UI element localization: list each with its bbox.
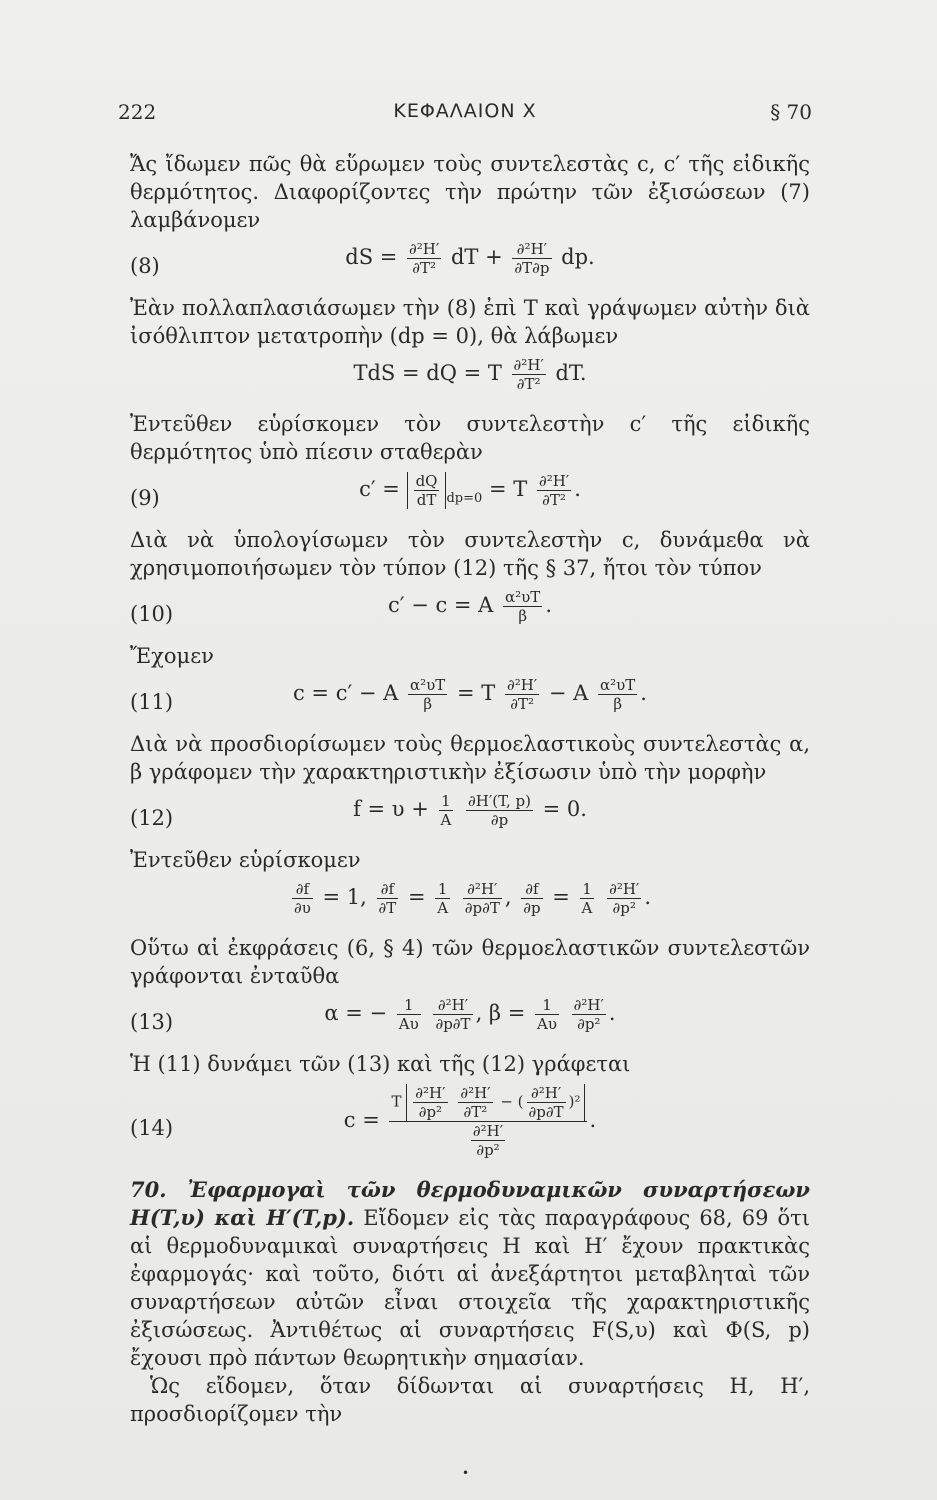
paragraph: Ἐὰν πολλαπλασιάσωμεν τὴν (8) ἐπὶ T καὶ γράψωμεν αὐτὴν διὰ ἰσόθλιπτον μετατροπὴν (dp = 0), θὰ λάβωμεν: [130, 296, 810, 348]
equation-body: c′ = $\frac{dQ}{dT}$ $_{dp=0}$ = T $\frac{\text{∂²H′}}{\text{∂T²}}$ .: [359, 472, 581, 509]
paragraph: Εἴδομεν εἰς τὰς παραγράφους 68, 69 ὅτι αἱ θερμοδυναμικαὶ συναρτήσεις H καὶ H′ ἔχουν πρακτικὰς ἐφαρμογάς· καὶ τοῦτο, διότι αἱ ἀνεξάρτητοι μεταβληταὶ τῶν συναρτήσεων αὐτῶν εἶναι στοιχεῖα τῆς χαρακτηριστικῆς ἐξισώσεως. Ἀντιθέτως αἱ συναρτήσεις F(S,υ) καὶ Φ(S, p) ἔχουσι πρὸ πάντων θεωρητικὴν σημασίαν.: [130, 1206, 810, 1370]
equation-body: dS = $\frac{\text{∂²H′}}{\text{∂T²}}$ dT + $\frac{\text{∂²H′}}{\partial T\partial p}$ dp.: [345, 240, 595, 277]
equation-13: [130, 996, 810, 1044]
page-number: 222: [118, 100, 157, 124]
equation-body: c = c′ − A $\frac{\text{α²υT}}{\beta}$ = T $\frac{\text{∂²H′}}{\text{∂T²}}$ − A $\frac{\text{α²υT}}{\beta}$ .: [293, 676, 647, 713]
equation-8: [130, 240, 810, 288]
running-header: [118, 100, 812, 130]
equation-derivatives: [130, 880, 810, 928]
paragraph: Διὰ νὰ προσδιορίσωμεν τοὺς θερμοελαστικοὺς συντελεστὰς α, β γράφομεν τὴν χαρακτηριστικὴν ἐξίσωσιν ὑπὸ τὴν μορφὴν: [130, 732, 810, 784]
page-mark: •: [462, 1466, 470, 1480]
equation-body: TdS = dQ = T $\frac{\text{∂²H′}}{\text{∂T²}}$ dT.: [353, 356, 587, 393]
equation-body: $\frac{\partial f}{\partial\upsilon}$ = 1, $\frac{\partial f}{\partial T}$ = $\frac{1}{A}$ $\frac{\text{∂²H′}}{\partial p\partial T}$ , $\frac{\partial f}{\partial p}$ = $\frac{1}{A}$ $\frac{\text{∂²H′}}{\text{∂p²}}$ .: [293, 880, 652, 917]
section-number: § 70: [770, 100, 812, 124]
equation-9: [130, 472, 810, 520]
equation-number: (10): [130, 602, 174, 626]
paragraph: Ἄς ἴδωμεν πῶς θὰ εὕρωμεν τοὺς συντελεστὰς c, c′ τῆς εἰδικῆς θερμότητος. Διαφορίζοντες τὴν πρώτην τῶν ἐξισώσεων (7) λαμβάνομεν: [130, 152, 810, 232]
equation-11: [130, 676, 810, 724]
paragraph: Διὰ νὰ ὑπολογίσωμεν τὸν συντελεστὴν c, δυνάμεθα νὰ χρησιμοποιήσωμεν τὸν τύπον (12) τῆς § 37, ἤτοι τὸν τύπον: [130, 528, 810, 580]
paragraph: Ἡ (11) δυνάμει τῶν (13) καὶ τῆς (12) γράφεται: [130, 1052, 631, 1076]
paragraph: Ἔχομεν: [130, 644, 214, 668]
section-paragraph: [130, 1176, 810, 1372]
equation-number: (11): [130, 690, 174, 714]
equation-number: (12): [130, 806, 174, 830]
paragraph: Οὕτω αἱ ἐκφράσεις (6, § 4) τῶν θερμοελαστικῶν συντελεστῶν γράφονται ἐνταῦθα: [130, 936, 810, 988]
equation-number: (8): [130, 254, 160, 278]
equation-body: c = T $\frac{\text{∂²H′}}{\text{∂p²}}$ $\frac{\text{∂²H′}}{\text{∂T²}}$ − ( $\frac{\text{∂²H′}}{\partial p\partial T}$ )² $\frac{\text{∂²H′}}{\text{∂p²}}$ .: [343, 1084, 597, 1159]
section-heading: 70. Ἐφαρμογαὶ τῶν θερμοδυναμικῶν συναρτήσεων H(T,υ) καὶ H′(T,p).: [130, 1177, 810, 1230]
equation-body: f = υ + $\frac{1}{A}$ $\frac{\partial H'(T, p)}{\partial p}$ = 0.: [353, 792, 587, 829]
equation-number: (14): [130, 1116, 174, 1140]
equation-number: (9): [130, 486, 160, 510]
equation-14: [130, 1084, 810, 1170]
equation-unnumbered: [130, 356, 810, 404]
paragraph: Ἐντεῦθεν εὑρίσκομεν τὸν συντελεστὴν c′ τῆς εἰδικῆς θερμότητος ὑπὸ πίεσιν σταθερὰν: [130, 412, 810, 464]
equation-12: [130, 792, 810, 840]
equation-body: c′ − c = A $\frac{\text{α²υT}}{\beta}$ .: [388, 588, 552, 625]
body-text: [130, 150, 810, 1428]
equation-10: [130, 588, 810, 636]
equation-body: α = − $\frac{1}{A\upsilon}$ $\frac{\text{∂²H′}}{\partial p\partial T}$ , β = $\frac{1}{A\upsilon}$ $\frac{\text{∂²H′}}{\text{∂p²}}$ .: [324, 996, 616, 1033]
chapter-title: ΚΕΦΑΛΑΙΟΝ Χ: [393, 100, 537, 122]
equation-number: (13): [130, 1010, 174, 1034]
paragraph: Ὡς εἴδομεν, ὅταν δίδωνται αἱ συναρτήσεις H, H′, προσδιορίζομεν τὴν: [130, 1374, 810, 1426]
paragraph: Ἐντεῦθεν εὑρίσκομεν: [130, 848, 361, 872]
